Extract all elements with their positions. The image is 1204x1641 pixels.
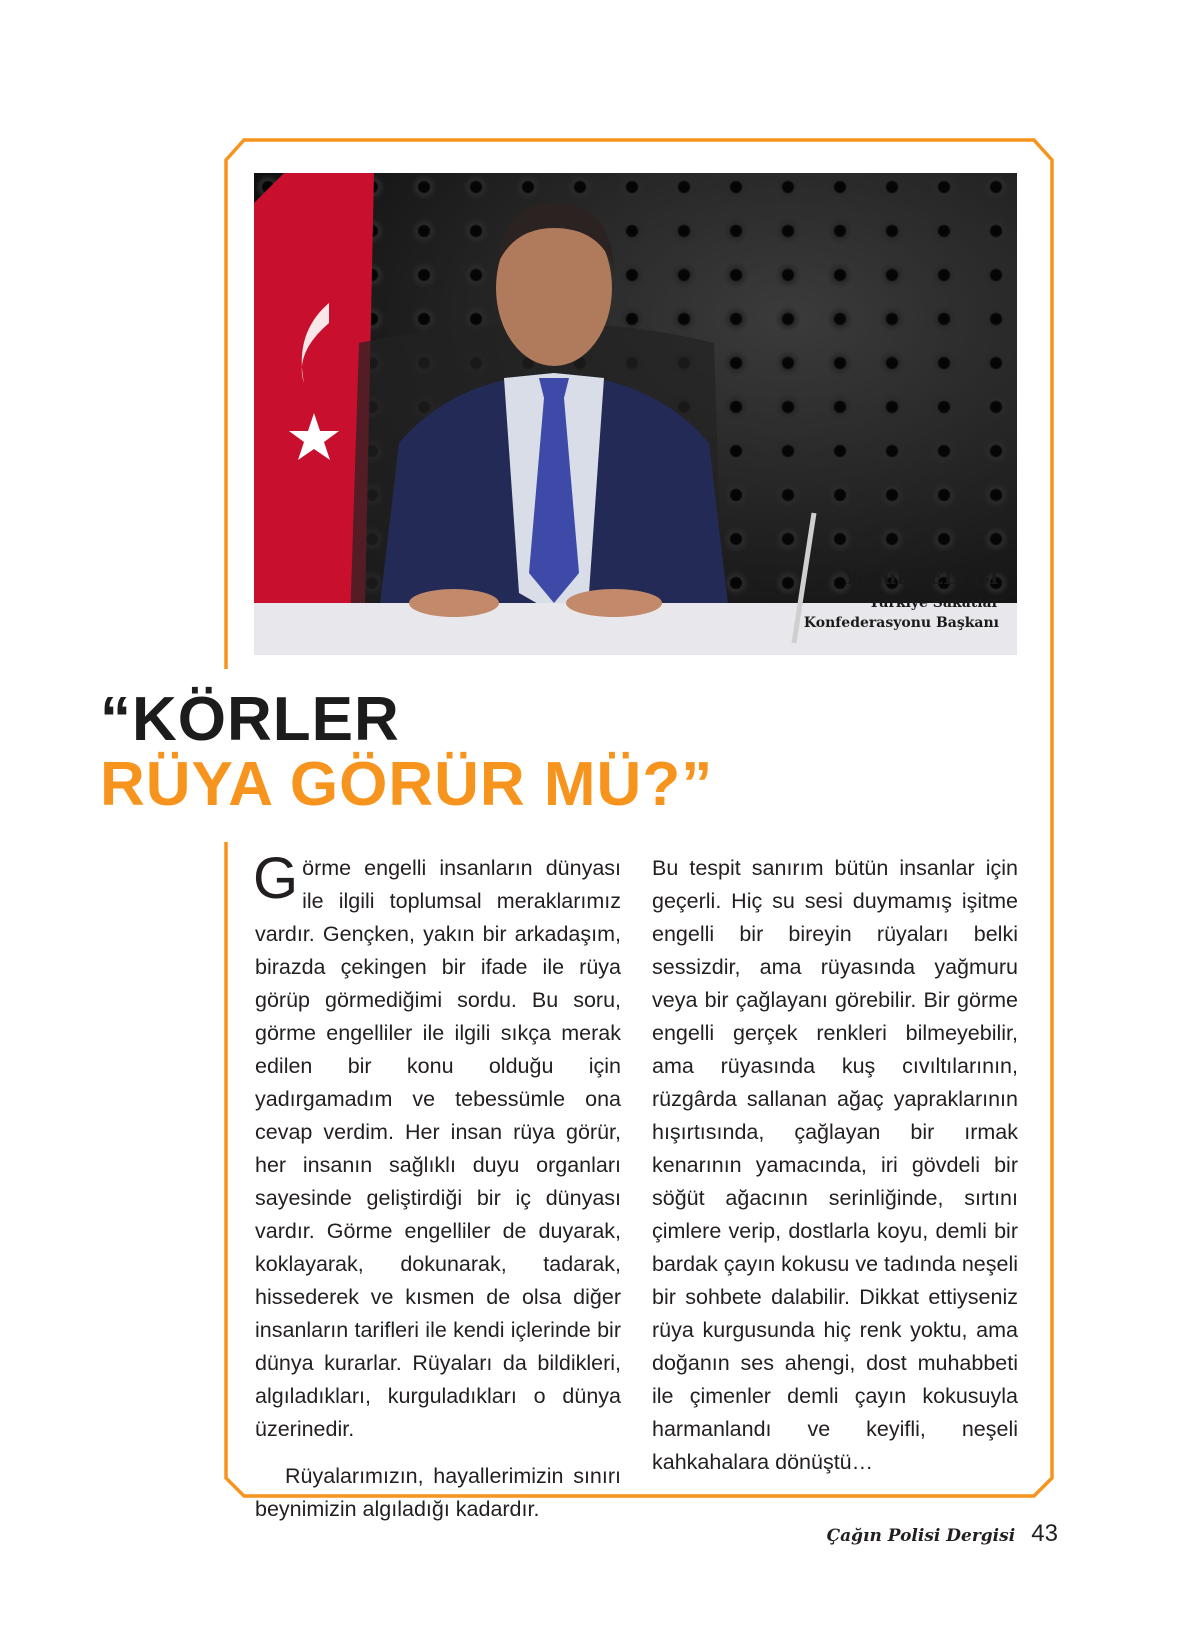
photo-caption xyxy=(804,565,999,633)
caption-role-line2: Konfederasyonu Başkanı xyxy=(803,615,999,631)
left-column xyxy=(253,846,621,1526)
page-number: 43 xyxy=(1031,1520,1058,1547)
right-paragraph: Bu tespit sanırım bütün insanlar için geçerli. Hiç su sesi duymamış işitme engelli bir bireyin rüyaları belki sessizdir, ama rüyasında yağmuru veya bir çağlayanı görebilir. Bir görme engelli gerçek renkleri bilmeyebilir, ama rüyasında kuş cıvıltılarının, rüzgârda sallanan ağaç yapraklarının hışırtısında, çağlayan bir ırmak kenarının yamacında, iri gövdeli bir söğüt ağacının serinliğinde, sırtını çimlere verip, dostlarla koyu, demli bir bardak çayın kokusu ve tadında neşeli bir sohbete dalabilir. Dikkat ettiyseniz rüya kurgusunda hiç renk yoktu, ama doğanın ses ahengi, dost muhabbeti ile çimenler demli çayın kokusuyla harmanlandı ve keyifli, neşeli kahkahalara dönüştü… xyxy=(652,856,1018,1474)
article-headline xyxy=(100,685,714,819)
left-paragraph-2: Rüyalarımızın, hayallerimizin sınırı beynimizin algıladığı kadardır. xyxy=(255,1464,621,1521)
headline-line1: “KÖRLER xyxy=(100,685,400,754)
caption-name: Yusuf ÇELEBİ xyxy=(843,565,999,589)
left-paragraph-1-text: örme engelli insanların dünyası ile ilgili toplumsal meraklarımız vardır. Gençken, yakın bir arkadaşım, birazda çekingen bir ifade ile rüya görüp görmediğimi sordu. Bu soru, görme engelliler ile ilgili sıkça merak edilen bir konu olduğu için yadırgamadım ve tebessümle ona cevap verdim. Her insan rüya görür, her insanın sağlıklı duyu organları sayesinde geliştirdiği bir iç dünyası vardır. Görme engelliler de duyarak, koklayarak, dokunarak, tadarak, hissederek ve kısmen de olsa diğer insanların tarifleri ile kendi içlerinde bir dünya kurarlar. Rüyaları da bildikleri, algıladıkları, kurguladıkları o dünya üzerinedir. xyxy=(255,856,621,1441)
magazine-name: Çağın Polisi Dergisi xyxy=(826,1526,1016,1546)
portrait-photo xyxy=(254,173,1017,655)
page-footer xyxy=(827,1520,1058,1548)
headline-line2: RÜYA GÖRÜR MÜ?” xyxy=(100,750,714,819)
right-column xyxy=(652,852,1018,1479)
left-paragraph-1 xyxy=(253,846,621,1446)
caption-role-line1: Türkiye Sakatlar xyxy=(868,595,999,611)
drop-cap: G xyxy=(253,846,299,911)
